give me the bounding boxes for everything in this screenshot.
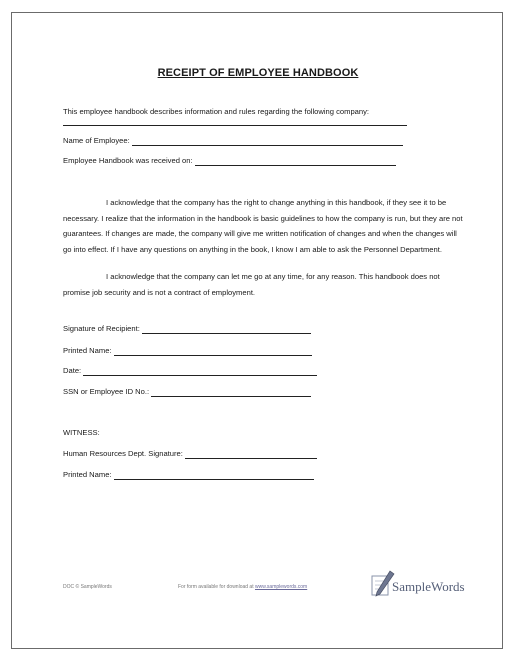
document-page [11, 12, 503, 649]
printed-name-line[interactable] [114, 348, 312, 356]
ssn-label: SSN or Employee ID No.: [63, 387, 150, 396]
ssn-line[interactable] [151, 389, 311, 397]
witness-heading: WITNESS: [63, 428, 100, 437]
received-date-field[interactable] [63, 156, 396, 166]
witness-printed-name-line[interactable] [114, 472, 314, 480]
acknowledgement-paragraph-1: I acknowledge that the company has the right to change anything in this handbook, if they see it to be necessary. I realize that the information in the handbook is basic guidelines to how the company is run, but they are not guarantees. If changes are made, the company will give me written notification of changes and when the changes will go into effect. If I have any questions on anything in the book, I know I am able to ask the Personnel Department. [63, 198, 463, 254]
footer-copyright: DOC © SampleWords [63, 584, 112, 590]
recipient-signature-field[interactable] [63, 324, 311, 334]
recipient-signature-line[interactable] [142, 326, 311, 334]
date-label: Date: [63, 366, 82, 375]
received-date-line[interactable] [195, 158, 396, 166]
document-title: RECEIPT OF EMPLOYEE HANDBOOK [157, 67, 359, 79]
date-field[interactable] [63, 366, 317, 376]
intro-text: This employee handbook describes information and rules regarding the following company: [63, 107, 370, 116]
employee-name-field[interactable] [63, 136, 403, 146]
witness-printed-name-field[interactable] [63, 470, 314, 480]
acknowledgement-paragraph-2: I acknowledge that the company can let me go at any time, for any reason. This handbook does not promise job security and is not a contract of employment. [63, 272, 440, 297]
hr-signature-label: Human Resources Dept. Signature: [63, 449, 183, 458]
witness-printed-name-label: Printed Name: [63, 470, 112, 479]
printed-name-label: Printed Name: [63, 346, 112, 355]
samplewords-logo [368, 569, 468, 601]
hr-signature-line[interactable] [185, 451, 317, 459]
company-line[interactable] [63, 125, 407, 126]
received-date-label: Employee Handbook was received on: [63, 156, 193, 165]
employee-name-line[interactable] [132, 138, 403, 146]
samplewords-brand-text: SampleWords [392, 579, 465, 594]
ssn-field[interactable] [63, 387, 311, 397]
printed-name-field[interactable] [63, 346, 312, 356]
hr-signature-field[interactable] [63, 449, 317, 459]
footer-url-link[interactable]: www.samplewords.com [254, 584, 308, 590]
recipient-signature-label: Signature of Recipient: [63, 324, 140, 333]
footer-download-text: For form available for download at [178, 584, 254, 590]
employee-name-label: Name of Employee: [63, 136, 130, 145]
date-line[interactable] [83, 368, 317, 376]
footer-download-note [178, 584, 307, 590]
